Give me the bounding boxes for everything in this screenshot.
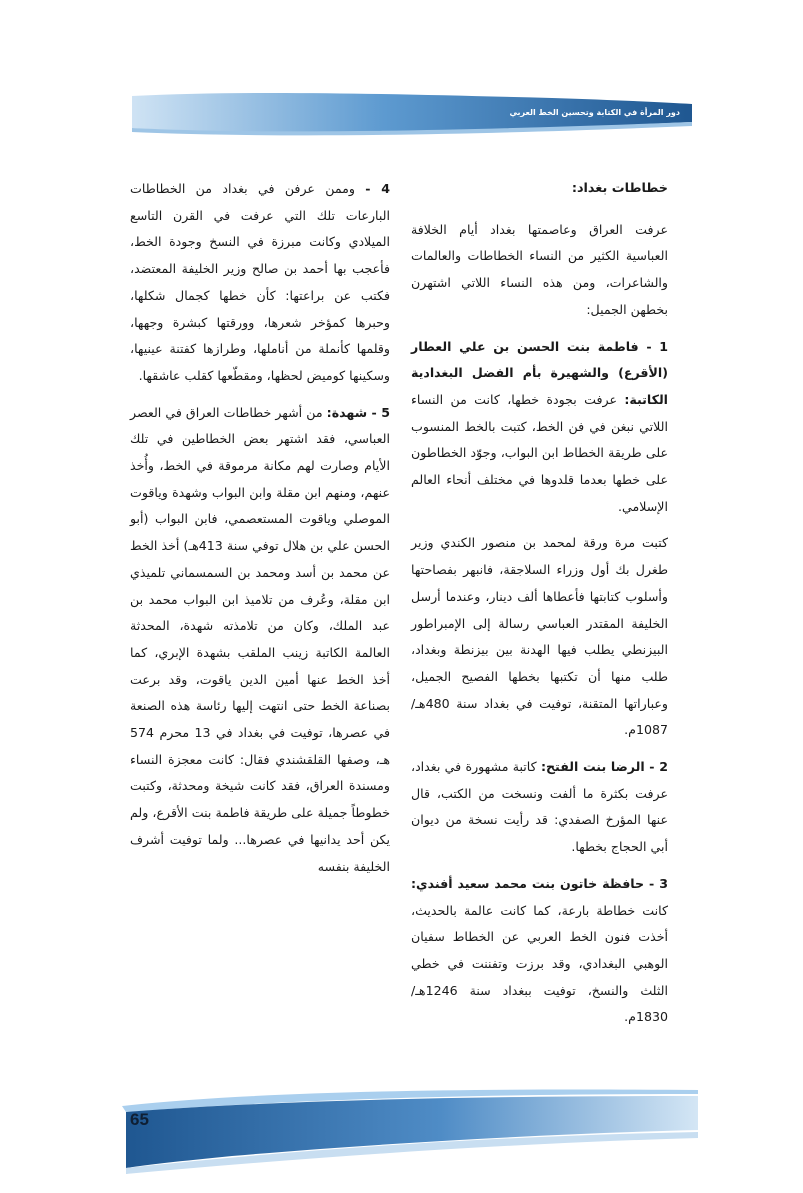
entry-text: من أشهر خطاطات العراق في العصر العباسي، فقد اشتهر بعض الخطاطين في تلك الأيام وصارت لهم مكانة مرموقة في الخط، وأُخذ عنهم، ومنهم ابن مقلة وابن البواب وشهدة وياقوت الموصلي وياقوت المستعصمي، فابن البواب (أبو الحسن علي بن هلال توفي سنة 413هـ) أخذ الخط عن محمد بن أسد ومحمد بن السمسماني تلميذي ابن مقلة، وعُرف من تلاميذ ابن البواب محمد بن عبد الملك، وكان من تلامذته شهدة، المحدثة العالمة الكاتبة زينب الملقب بشهدة الإبري، كما أخذ الخط عنها أمين الدين ياقوت، وقد برعت بصناعة الخط حتى انتهت إليها رئاسة هذه الصنعة في عصرها، توفيت في بغداد في 13 محرم 574 هـ، وصفها القلقشندي فقال: كانت معجزة النساء ومسندة العراق، فقد كانت شيخة ومحدثة، وكتبت خطوطاً جميلة على طريقة فاطمة بنت الأقرع، ولم يكن أحد يدانيها في عصرها... ولما توفيت أشرف الخليفة بنفسه [130, 404, 390, 874]
header-banner [132, 92, 692, 136]
page-number: 65 [130, 1110, 149, 1129]
entry-1 [411, 334, 668, 521]
entry-4 [130, 176, 390, 390]
entry-heading: 4 - [365, 181, 390, 196]
entry-text: وممن عرفن في بغداد من الخطاطات البارعات تلك التي عرفت في القرن التاسع الميلادي وكانت مبرزة في النسخ وجودة الخط، فأعجب بها أحمد بن صالح وزير الخليفة المعتضد، فكتب عن براعتها: كأن خطها كجمال شكلها، وحبرها كمؤخر شعرها، وورقتها كبشرة وجهها، وقلمها كأنملة من أناملها، وطرازها كفتنة عينيها، وسكينها كوميض لحظها، ومقطّعها كقلب عاشقها. [130, 181, 390, 383]
entry-2 [411, 754, 668, 861]
intro-paragraph: عرفت العراق وعاصمتها بغداد أيام الخلافة العباسية الكثير من النساء الخطاطات والعالمات والشاعرات، ومن هذه النساء اللاتي اشتهرن بخطهن الجميل: [411, 221, 668, 317]
entry-heading: 2 - الرضا بنت الفتح: [540, 759, 668, 775]
right-column [411, 176, 668, 1041]
entry-heading: 3 - حافظة خاتون بنت محمد سعيد أفندي: [411, 875, 668, 891]
left-column [130, 176, 390, 890]
entry-text: كاتبة مشهورة في بغداد، عرفت بكثرة ما ألفت ونسخت من الكتب، قال عنها المؤرخ الصفدي: قد رأيت نسخة من ديوان أبي الحجاج بخطها. [411, 759, 668, 855]
section-title: خطاطات بغداد: [571, 181, 668, 196]
entry-text: كانت خطاطة بارعة، كما كانت عالمة بالحديث، أخذت فنون الخط العربي عن الخطاط سفيان الوهبي البغدادي، وقد برزت وتفننت في خطي الثلث والنسخ، توفيت ببغداد سنة 1246هـ/ 1830م. [411, 902, 668, 1025]
footer-wave-graphic [112, 1084, 698, 1174]
entry-5 [130, 400, 390, 881]
entry-1-para-2: كتبت مرة ورقة لمحمد بن منصور الكندي وزير طغرل بك أول وزراء السلاجقة، فانبهر بفصاحتها وأسلوب كتابتها فأعطاها ألف دينار، وعندما أرسل الخليفة المقتدر العباسي رسالة إلى الإمبراطور البيزنطي يطلب فيها الهدنة بين بيزنطة وبغداد، طلب منها أن تكتبها بخطها الفصيح الجميل، وعباراتها المتقنة، توفيت في بغداد سنة 480هـ/ 1087م. [411, 535, 668, 738]
running-title: دور المرأة في الكتابة وتحسين الخط العربي [509, 108, 680, 117]
entry-heading: 1 - فاطمة بنت الحسن بن علي العطار (الأقرع) والشهيرة بأم الفضل البغدادية الكاتبة: [411, 338, 668, 407]
entry-3 [411, 871, 668, 1031]
footer-banner [112, 1084, 698, 1174]
entry-text: عرفت بجودة خطها، كانت من النساء اللاتي نبغن في فن الخط، كتبت بالخط المنسوب على طريقة الخطاط ابن البواب، وجوّد الخطاطون على خطها بعدما قلدوها في مختلف أنحاء العالم الإسلامي. [411, 391, 668, 514]
entry-heading: 5 - شهدة: [326, 404, 390, 420]
